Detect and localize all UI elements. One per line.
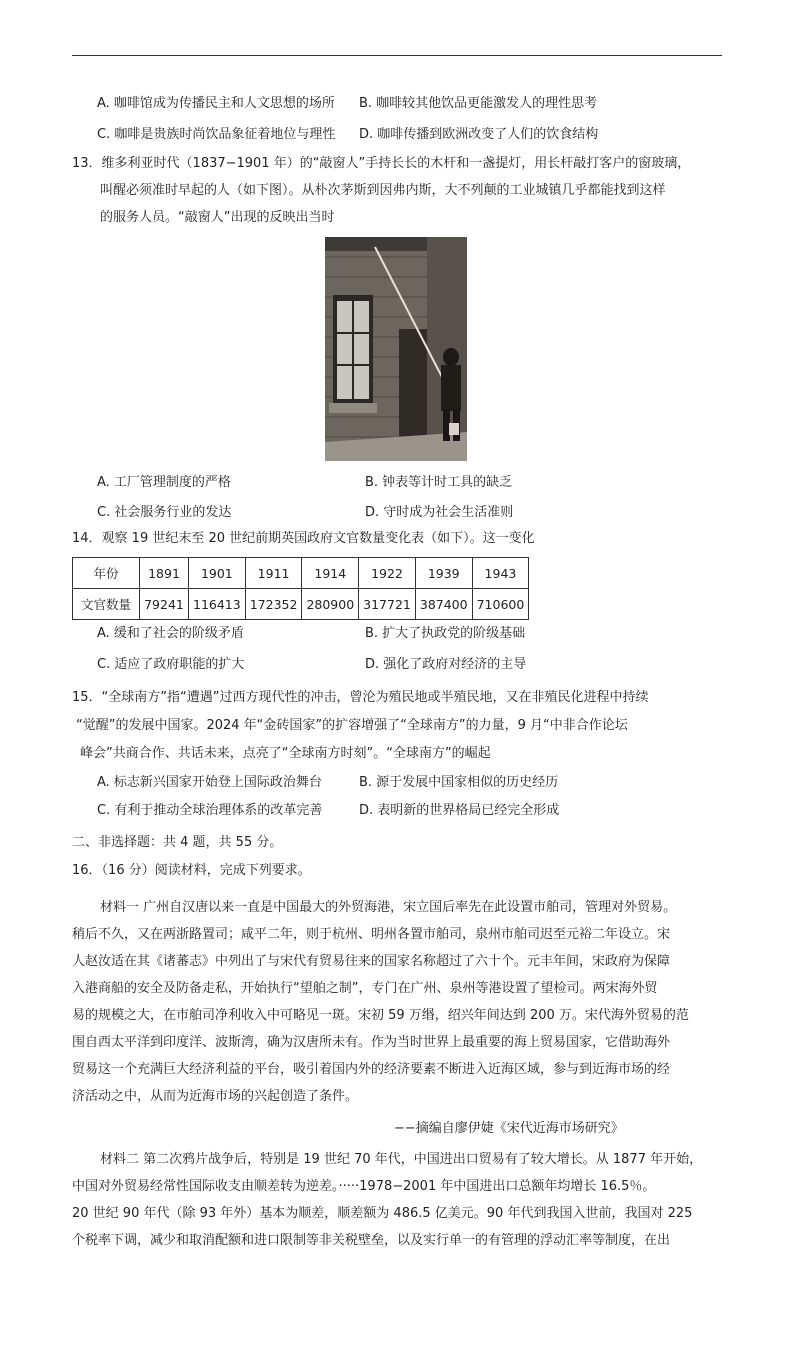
material2-line: 材料二 第二次鸦片战争后，特别是 19 世纪 70 年代，中国进出口贸易有了较大增长。从 1877 年开始，: [100, 1152, 703, 1167]
q13-stem-line2: 叫醒必须准时早起的人（如下图）。从朴次茅斯到因弗内斯，大不列颠的工业城镇几乎都能找到这样: [100, 183, 666, 198]
section-heading: 二、非选择题：共 4 题，共 55 分。: [72, 835, 283, 850]
q15-stem-line1: 15．“全球南方”指“遭遇”过西方现代性的冲击，曾沦为殖民地或半殖民地，又在非殖民化进程中持续: [72, 690, 649, 705]
table-cell: 116413: [189, 589, 246, 620]
q13-option-a: A. 工厂管理制度的严格: [97, 475, 231, 490]
header-rule: [72, 55, 722, 56]
q13-option-b: B. 钟表等计时工具的缺乏: [365, 475, 513, 490]
table-cell: 年份: [73, 558, 140, 589]
q14-option-a: A. 缓和了社会的阶级矛盾: [97, 626, 244, 641]
table-cell: 1901: [189, 558, 246, 589]
material1-line: 稍后不久，又在两浙路置司；咸平二年，则于杭州、明州各置市舶司，泉州市舶司迟至元裕二年设立。宋: [72, 927, 671, 942]
knocker-up-photo: [325, 237, 467, 461]
material2-line: 20 世纪 90 年代（除 93 年外）基本为顺差，顺差额为 486.5 亿美元。90 年代到我国入世前，我国对 225: [72, 1206, 693, 1221]
q12-option-d: D. 咖啡传播到欧洲改变了人们的饮食结构: [359, 127, 599, 142]
q12-option-c: C. 咖啡是贵族时尚饮品象征着地位与理性: [97, 127, 336, 142]
q12-option-a: A. 咖啡馆成为传播民主和人文思想的场所: [97, 96, 335, 111]
q14-option-d: D. 强化了政府对经济的主导: [365, 657, 527, 672]
material1-source: −−摘编自廖伊婕《宋代近海市场研究》: [394, 1121, 624, 1136]
q12-option-b: B. 咖啡较其他饮品更能激发人的理性思考: [359, 96, 598, 111]
table-row: [73, 589, 529, 620]
table-cell: 1911: [245, 558, 302, 589]
material1-line: 材料一 广州自汉唐以来一直是中国最大的外贸海港，宋立国后率先在此设置市舶司，管理对外贸易。: [100, 900, 677, 915]
q13-stem-line1: 13．维多利亚时代（1837−1901 年）的“敲窗人”手持长长的木杆和一盏提灯，用长杆敲打客户的窗玻璃，: [72, 156, 691, 171]
table-cell: 387400: [415, 589, 472, 620]
civil-servants-table: [72, 557, 529, 620]
q15-option-b: B. 源于发展中国家相似的历史经历: [359, 775, 559, 790]
table-cell: 1914: [302, 558, 359, 589]
material1-line: 易的规模之大，在市舶司净利收入中可略见一斑。宋初 59 万缗，绍兴年间达到 200 万。宋代海外贸易的范: [72, 1008, 689, 1023]
q15-stem-line3: 峰会”共商合作、共话未来，点亮了“全球南方时刻”。“全球南方”的崛起: [80, 746, 491, 761]
table-cell: 172352: [245, 589, 302, 620]
table-cell: 文官数量: [73, 589, 140, 620]
q14-stem: 14．观察 19 世纪末至 20 世纪前期英国政府文官数量变化表（如下）。这一变化: [72, 531, 535, 546]
material2-line: 个税率下调，减少和取消配额和进口限制等非关税壁垒，以及实行单一的有管理的浮动汇率等制度，在出: [72, 1233, 671, 1248]
q13-option-d: D. 守时成为社会生活准则: [365, 505, 514, 520]
material1-line: 济活动之中，从而为近海市场的兴起创造了条件。: [72, 1089, 359, 1104]
q15-option-a: A. 标志新兴国家开始登上国际政治舞台: [97, 775, 322, 790]
material1-line: 入港商船的安全及防备走私，开始执行“望舶之制”，专门在广州、泉州等港设置了望检司。两宋海外贸: [72, 981, 658, 996]
q15-option-d: D. 表明新的世界格局已经完全形成: [359, 803, 560, 818]
table-cell: 1922: [359, 558, 416, 589]
table-row: [73, 558, 529, 589]
q15-option-c: C. 有利于推动全球治理体系的改革完善: [97, 803, 323, 818]
q13-stem-line3: 的服务人员。“敲窗人”出现的反映出当时: [100, 210, 335, 225]
table-cell: 710600: [472, 589, 529, 620]
material1-line: 贸易这一个充满巨大经济利益的平台，吸引着国内外的经济要素不断进入近海区域，参与到近海市场的经: [72, 1062, 671, 1077]
material1-line: 人赵汝适在其《诸蕃志》中列出了与宋代有贸易往来的国家名称超过了六十个。元丰年间，宋政府为保障: [72, 954, 671, 969]
table-cell: 1943: [472, 558, 529, 589]
table-cell: 317721: [359, 589, 416, 620]
q14-option-c: C. 适应了政府职能的扩大: [97, 657, 245, 672]
table-cell: 280900: [302, 589, 359, 620]
q16-stem: 16．（16 分）阅读材料，完成下列要求。: [72, 863, 311, 878]
q15-stem-line2: “觉醒”的发展中国家。2024 年“金砖国家”的扩容增强了“全球南方”的力量，9 月“中非合作论坛: [76, 718, 628, 733]
table-cell: 1891: [140, 558, 189, 589]
q13-option-c: C. 社会服务行业的发达: [97, 505, 232, 520]
material1-line: 围自西太平洋到印度洋、波斯湾，确为汉唐所未有。作为当时世界上最重要的海上贸易国家，它借助海外: [72, 1035, 671, 1050]
q14-option-b: B. 扩大了执政党的阶级基础: [365, 626, 526, 641]
table-cell: 79241: [140, 589, 189, 620]
table-cell: 1939: [415, 558, 472, 589]
material2-line: 中国对外贸易经常性国际收支由顺差转为逆差。·····1978−2001 年中国进出口总额年均增长 16.5％。: [72, 1179, 656, 1194]
